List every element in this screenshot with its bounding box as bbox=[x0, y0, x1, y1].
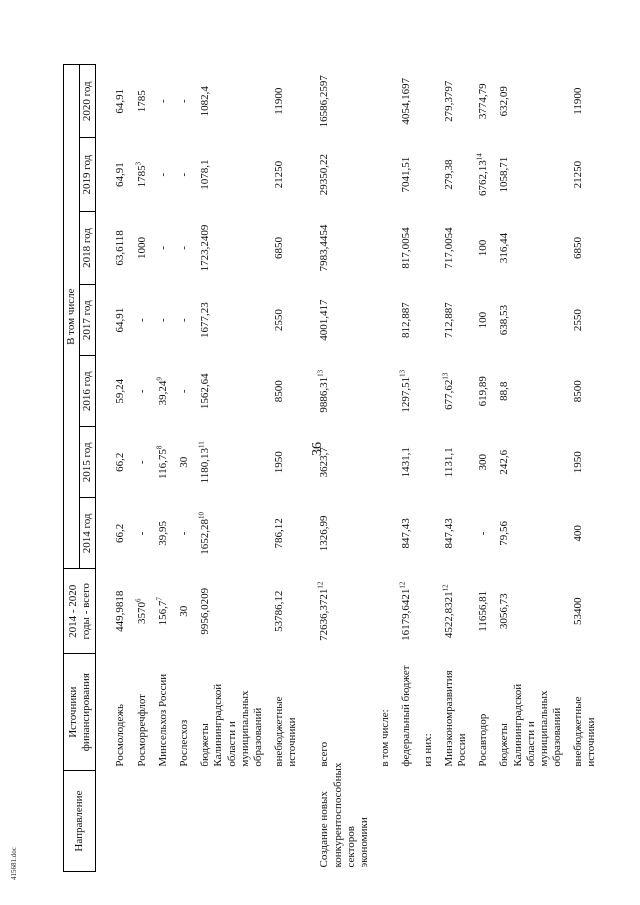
year-value-cell bbox=[397, 211, 418, 284]
cell-value: 1652,28 bbox=[199, 518, 212, 555]
header-year: 2015 год bbox=[80, 427, 96, 498]
year-value-cell bbox=[376, 285, 397, 356]
footnote-marker: 13 bbox=[398, 369, 407, 377]
cell-value: 316,44 bbox=[498, 232, 511, 264]
cell-value: 1082,4 bbox=[199, 86, 212, 117]
header-year: 2018 год bbox=[80, 211, 96, 284]
year-value-cell bbox=[376, 427, 397, 498]
cell-value: 30 bbox=[177, 456, 190, 468]
cell-value: 1326,99 bbox=[318, 515, 331, 552]
total-cell bbox=[440, 569, 474, 654]
total-cell bbox=[196, 569, 270, 654]
year-value-cell bbox=[304, 427, 376, 498]
cell-value: 11900 bbox=[273, 87, 286, 115]
source-cell: всего bbox=[318, 741, 331, 767]
header-year: 2014 год bbox=[80, 498, 96, 569]
direction-cell bbox=[495, 771, 569, 872]
year-value-cell bbox=[270, 138, 304, 211]
year-value-cell bbox=[175, 65, 196, 138]
cell-value: 116,75 bbox=[156, 449, 169, 479]
cell-value: 449,9818 bbox=[114, 590, 127, 632]
cell-value: 100 bbox=[477, 311, 490, 329]
year-value-cell bbox=[495, 498, 569, 569]
year-value-cell bbox=[419, 65, 440, 138]
footnote-marker: 12 bbox=[316, 581, 325, 589]
cell-value: 677,62 bbox=[442, 379, 455, 410]
cell-value: 300 bbox=[477, 454, 490, 471]
table-row bbox=[397, 65, 418, 872]
financing-table bbox=[63, 64, 604, 872]
cell-value: 1431,1 bbox=[400, 447, 413, 478]
footnote-marker: 11 bbox=[197, 441, 206, 448]
year-value-cell bbox=[569, 498, 603, 569]
source-cell: внебюджетные источники bbox=[572, 696, 598, 767]
cell-value: - bbox=[156, 318, 169, 323]
year-value-cell bbox=[133, 498, 154, 569]
year-value-cell bbox=[154, 356, 175, 427]
footnote-marker: 10 bbox=[197, 511, 206, 519]
direction-cell bbox=[270, 771, 304, 872]
total-cell bbox=[133, 569, 154, 654]
year-value-cell bbox=[474, 356, 495, 427]
footnote-marker: 7 bbox=[155, 597, 164, 601]
year-value-cell bbox=[419, 211, 440, 284]
year-value-cell bbox=[154, 211, 175, 284]
cell-value: - bbox=[135, 318, 148, 323]
header-year: 2020 год bbox=[80, 65, 96, 138]
total-cell bbox=[397, 569, 418, 654]
year-value-cell bbox=[196, 211, 270, 284]
year-value-cell bbox=[175, 285, 196, 356]
source-cell: из них: bbox=[421, 733, 434, 767]
cell-value: 53786,12 bbox=[273, 590, 286, 632]
cell-value: 16586,2597 bbox=[318, 75, 331, 128]
cell-value: 156,7 bbox=[156, 600, 169, 626]
year-value-cell bbox=[569, 211, 603, 284]
footnote-marker: 9 bbox=[155, 377, 164, 381]
cell-value: 53400 bbox=[572, 597, 585, 626]
year-value-cell bbox=[474, 138, 495, 211]
total-cell bbox=[154, 569, 175, 654]
cell-value: 64,91 bbox=[114, 88, 127, 114]
year-value-cell bbox=[196, 65, 270, 138]
year-value-cell bbox=[474, 498, 495, 569]
cell-value: 66,2 bbox=[114, 452, 127, 472]
year-value-cell bbox=[397, 138, 418, 211]
year-value-cell bbox=[270, 285, 304, 356]
cell-value: 8500 bbox=[273, 380, 286, 403]
cell-value: 1078,1 bbox=[199, 159, 212, 190]
cell-value: 11900 bbox=[572, 87, 585, 115]
cell-value: 1000 bbox=[135, 236, 148, 259]
table-row bbox=[376, 65, 397, 872]
footnote-marker: 13 bbox=[441, 372, 450, 380]
year-value-cell bbox=[96, 498, 133, 569]
cell-value: 242,6 bbox=[498, 449, 511, 475]
year-value-cell bbox=[419, 356, 440, 427]
year-value-cell bbox=[175, 211, 196, 284]
source-cell: федеральный бюджет bbox=[400, 665, 413, 767]
year-value-cell bbox=[569, 285, 603, 356]
page-number: 36 bbox=[310, 442, 325, 456]
year-value-cell bbox=[270, 427, 304, 498]
year-value-cell bbox=[474, 65, 495, 138]
footnote-marker: 12 bbox=[441, 584, 450, 592]
direction-cell bbox=[419, 771, 440, 872]
direction-cell bbox=[440, 771, 474, 872]
year-value-cell bbox=[304, 138, 376, 211]
total-cell bbox=[376, 569, 397, 654]
year-value-cell bbox=[376, 498, 397, 569]
cell-value: 638,53 bbox=[498, 305, 511, 336]
year-value-cell bbox=[196, 427, 270, 498]
year-value-cell bbox=[495, 211, 569, 284]
year-value-cell bbox=[133, 65, 154, 138]
footnote-marker: 8 bbox=[155, 445, 164, 450]
cell-value: - bbox=[135, 531, 148, 536]
cell-value: - bbox=[477, 531, 490, 536]
year-value-cell bbox=[569, 427, 603, 498]
total-cell bbox=[419, 569, 440, 654]
year-value-cell bbox=[154, 285, 175, 356]
cell-value: - bbox=[177, 531, 190, 536]
cell-value: 79,56 bbox=[498, 520, 511, 546]
cell-value: 1297,51 bbox=[400, 376, 413, 413]
direction-cell bbox=[196, 771, 270, 872]
cell-value: 63,6118 bbox=[114, 230, 127, 266]
cell-value: 817,0054 bbox=[400, 227, 413, 269]
year-value-cell bbox=[419, 285, 440, 356]
cell-value: 712,887 bbox=[442, 302, 455, 339]
table-row bbox=[495, 65, 569, 872]
year-value-cell bbox=[96, 65, 133, 138]
year-value-cell bbox=[154, 138, 175, 211]
rotated-table-area bbox=[63, 64, 623, 872]
table-row bbox=[175, 65, 196, 872]
year-value-cell bbox=[569, 356, 603, 427]
cell-value: 3623,7 bbox=[318, 447, 331, 478]
year-value-cell bbox=[376, 65, 397, 138]
cell-value: 1562,64 bbox=[199, 373, 212, 410]
year-value-cell bbox=[440, 65, 474, 138]
cell-value: 1058,71 bbox=[498, 156, 511, 193]
cell-value: 72636,3721 bbox=[318, 588, 331, 641]
total-cell bbox=[474, 569, 495, 654]
cell-value: 3056,73 bbox=[498, 593, 511, 630]
cell-value: 39,24 bbox=[156, 380, 169, 406]
table-row bbox=[270, 65, 304, 872]
cell-value: 279,3797 bbox=[442, 80, 455, 122]
cell-value: 21250 bbox=[273, 160, 286, 189]
cell-value: 64,91 bbox=[114, 162, 127, 187]
cell-value: 6762,13 bbox=[477, 160, 490, 196]
source-cell: Минсельхоз России bbox=[156, 673, 169, 767]
table-row bbox=[96, 65, 133, 872]
cell-value: 11656,81 bbox=[477, 590, 490, 632]
cell-value: - bbox=[177, 99, 190, 104]
year-value-cell bbox=[175, 498, 196, 569]
table-wrapper bbox=[63, 64, 623, 872]
year-value-cell bbox=[96, 356, 133, 427]
cell-value: 66,2 bbox=[114, 523, 127, 543]
cell-value: - bbox=[135, 460, 148, 465]
year-value-cell bbox=[133, 285, 154, 356]
source-cell: внебюджетные источники bbox=[273, 696, 299, 767]
cell-value: 1785 bbox=[135, 165, 148, 188]
cell-value: 30 bbox=[177, 605, 190, 617]
source-cell: в том числе: bbox=[379, 709, 392, 767]
cell-value: - bbox=[177, 172, 190, 177]
total-cell bbox=[96, 569, 133, 654]
table-row bbox=[154, 65, 175, 872]
year-value-cell bbox=[304, 285, 376, 356]
year-value-cell bbox=[376, 356, 397, 427]
year-value-cell bbox=[440, 138, 474, 211]
cell-value: 1180,13 bbox=[199, 448, 212, 484]
cell-value: - bbox=[177, 246, 190, 250]
year-value-cell bbox=[304, 65, 376, 138]
year-value-cell bbox=[175, 138, 196, 211]
cell-value: 16179,6421 bbox=[400, 588, 413, 641]
year-value-cell bbox=[304, 356, 376, 427]
cell-value: 64,91 bbox=[114, 307, 127, 333]
cell-value: 717,0054 bbox=[442, 227, 455, 269]
footnote-marker: 14 bbox=[475, 153, 484, 161]
header-year: 2017 год bbox=[80, 285, 96, 356]
table-row bbox=[419, 65, 440, 872]
cell-value: - bbox=[177, 318, 190, 323]
year-value-cell bbox=[440, 427, 474, 498]
direction-cell bbox=[154, 771, 175, 872]
year-value-cell bbox=[175, 356, 196, 427]
source-cell: Росавтодор bbox=[477, 713, 490, 767]
year-value-cell bbox=[419, 427, 440, 498]
year-value-cell bbox=[96, 211, 133, 284]
year-value-cell bbox=[196, 356, 270, 427]
year-value-cell bbox=[196, 498, 270, 569]
total-cell bbox=[175, 569, 196, 654]
cell-value: 279,38 bbox=[442, 159, 455, 190]
year-value-cell bbox=[474, 427, 495, 498]
cell-value: 812,887 bbox=[400, 302, 413, 339]
cell-value: 1950 bbox=[273, 451, 286, 474]
cell-value: 619,89 bbox=[477, 376, 490, 407]
year-value-cell bbox=[397, 498, 418, 569]
year-value-cell bbox=[419, 498, 440, 569]
cell-value: 8500 bbox=[572, 380, 585, 403]
cell-value: 9886,31 bbox=[318, 376, 331, 413]
year-value-cell bbox=[270, 356, 304, 427]
year-value-cell bbox=[495, 65, 569, 138]
year-value-cell bbox=[440, 356, 474, 427]
year-value-cell bbox=[397, 65, 418, 138]
cell-value: 2550 bbox=[572, 309, 585, 332]
year-value-cell bbox=[133, 427, 154, 498]
year-value-cell bbox=[154, 427, 175, 498]
table-row bbox=[304, 65, 376, 872]
header-direction: Направление bbox=[64, 771, 96, 872]
cell-value: - bbox=[156, 172, 169, 177]
cell-value: 100 bbox=[477, 239, 490, 257]
source-cell: бюджеты Калининградской области и муниципальных образований bbox=[498, 683, 564, 767]
year-value-cell bbox=[96, 138, 133, 211]
cell-value: 847,43 bbox=[442, 518, 455, 549]
header-year: 2019 год bbox=[80, 138, 96, 211]
header-sources: Источники финансирования bbox=[64, 654, 96, 771]
year-value-cell bbox=[270, 498, 304, 569]
cell-value: 59,24 bbox=[114, 378, 127, 404]
cell-value: 2550 bbox=[273, 309, 286, 332]
year-value-cell bbox=[495, 285, 569, 356]
cell-value: 88,8 bbox=[498, 381, 511, 401]
table-row bbox=[474, 65, 495, 872]
year-value-cell bbox=[376, 138, 397, 211]
year-value-cell bbox=[96, 427, 133, 498]
table-row bbox=[569, 65, 603, 872]
year-value-cell bbox=[196, 138, 270, 211]
cell-value: 1131,1 bbox=[442, 447, 455, 478]
source-cell: Рослесхоз bbox=[177, 719, 190, 767]
cell-value: - bbox=[156, 99, 169, 104]
year-value-cell bbox=[304, 498, 376, 569]
cell-value: 9956,0209 bbox=[199, 587, 212, 635]
year-value-cell bbox=[440, 211, 474, 284]
year-value-cell bbox=[133, 138, 154, 211]
cell-value: 3570 bbox=[135, 602, 148, 625]
table-header bbox=[64, 65, 96, 872]
cell-value: 632,09 bbox=[498, 86, 511, 117]
cell-value: 1785 bbox=[135, 90, 148, 113]
footnote-marker: 12 bbox=[398, 581, 407, 589]
year-value-cell bbox=[270, 211, 304, 284]
header-year: 2016 год bbox=[80, 356, 96, 427]
year-value-cell bbox=[495, 427, 569, 498]
cell-value: - bbox=[156, 246, 169, 250]
cell-value: - bbox=[135, 389, 148, 394]
year-value-cell bbox=[154, 65, 175, 138]
cell-value: 786,12 bbox=[273, 518, 286, 549]
footer-filename: 415681.doc bbox=[10, 847, 18, 880]
year-value-cell bbox=[175, 427, 196, 498]
cell-value: 7983,4454 bbox=[318, 224, 331, 272]
cell-value: 6850 bbox=[273, 236, 286, 259]
year-value-cell bbox=[196, 285, 270, 356]
source-cell: Росморречфлот bbox=[135, 694, 148, 767]
cell-value: 4001,417 bbox=[318, 299, 331, 341]
direction-cell bbox=[474, 771, 495, 872]
direction-cell bbox=[175, 771, 196, 872]
year-value-cell bbox=[495, 138, 569, 211]
cell-value: 847,43 bbox=[400, 518, 413, 549]
year-value-cell bbox=[376, 211, 397, 284]
cell-value: 4522,8321 bbox=[442, 591, 455, 639]
cell-value: - bbox=[177, 389, 190, 394]
year-value-cell bbox=[397, 356, 418, 427]
year-value-cell bbox=[270, 65, 304, 138]
table-row bbox=[196, 65, 270, 872]
year-value-cell bbox=[474, 211, 495, 284]
direction-cell bbox=[397, 771, 418, 872]
cell-value: 1950 bbox=[572, 451, 585, 474]
year-value-cell bbox=[440, 498, 474, 569]
year-value-cell bbox=[154, 498, 175, 569]
footnote-marker: 13 bbox=[316, 369, 325, 377]
year-value-cell bbox=[474, 285, 495, 356]
year-value-cell bbox=[133, 356, 154, 427]
direction-cell bbox=[569, 771, 603, 872]
year-value-cell bbox=[569, 138, 603, 211]
table-row bbox=[440, 65, 474, 872]
cell-value: 7041,51 bbox=[400, 156, 413, 193]
cell-value: 4054,1697 bbox=[400, 77, 413, 125]
cell-value: 1723,2409 bbox=[199, 224, 212, 272]
year-value-cell bbox=[569, 65, 603, 138]
cell-value: 39,95 bbox=[156, 520, 169, 546]
source-cell: бюджеты Калининградской области и муниципальных образований bbox=[199, 683, 264, 767]
year-value-cell bbox=[440, 285, 474, 356]
source-cell: Минэкономразвития России bbox=[442, 670, 468, 767]
year-value-cell bbox=[397, 285, 418, 356]
cell-value: 1677,23 bbox=[199, 302, 212, 339]
direction-cell bbox=[133, 771, 154, 872]
total-cell bbox=[495, 569, 569, 654]
year-value-cell bbox=[96, 285, 133, 356]
header-total: 2014 - 2020 годы - всего bbox=[64, 569, 96, 654]
cell-value: 3774,79 bbox=[477, 83, 490, 120]
year-value-cell bbox=[419, 138, 440, 211]
footnote-marker: 6 bbox=[133, 598, 142, 603]
table-row bbox=[133, 65, 154, 872]
total-cell bbox=[569, 569, 603, 654]
cell-value: 6850 bbox=[572, 236, 585, 259]
year-value-cell bbox=[397, 427, 418, 498]
cell-value: 21250 bbox=[572, 160, 585, 189]
footnote-marker: 3 bbox=[133, 161, 142, 166]
direction-cell: Создание новых конкурентоспособных секторов экономики bbox=[318, 762, 370, 868]
total-cell bbox=[270, 569, 304, 654]
cell-value: 400 bbox=[572, 525, 585, 542]
total-cell bbox=[304, 569, 376, 654]
header-including: В том числе bbox=[64, 65, 80, 569]
table-body bbox=[96, 65, 604, 872]
direction-cell bbox=[376, 771, 397, 872]
year-value-cell bbox=[495, 356, 569, 427]
source-cell: Росмолодежь bbox=[114, 704, 127, 767]
year-value-cell bbox=[133, 211, 154, 284]
year-value-cell bbox=[304, 211, 376, 284]
direction-cell bbox=[96, 771, 133, 872]
cell-value: 29350,22 bbox=[318, 153, 331, 196]
